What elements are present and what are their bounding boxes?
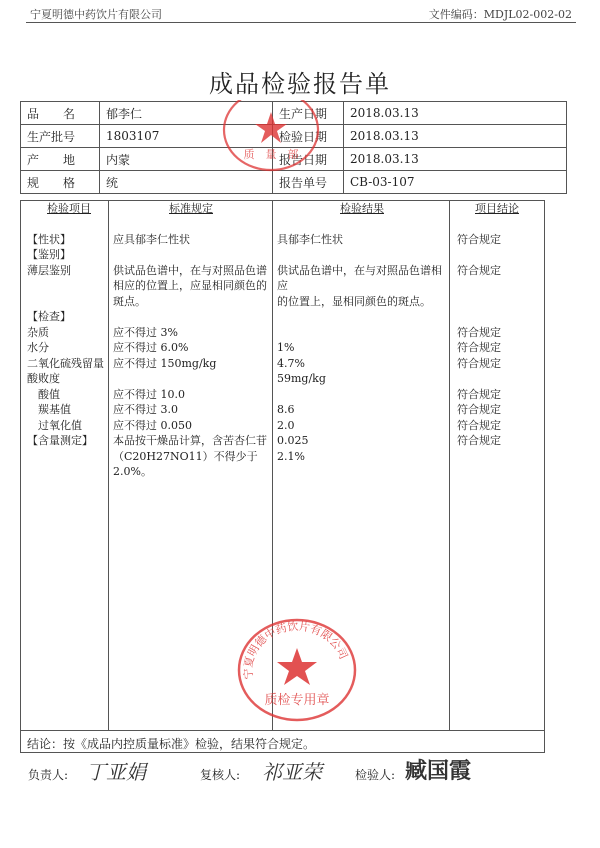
table-conclusion-cell: 符合规定 (457, 263, 501, 277)
table-standard-cell: 应不得过 0.050 (113, 418, 192, 432)
results-list (277, 232, 447, 465)
table-item-cell: 羰基值 (27, 403, 71, 416)
table-result-cell (277, 387, 447, 403)
table-standard-cell: （C20H27NO11）不得少于 2.0%。 (113, 449, 258, 478)
reviewer-label: 复核人: (200, 768, 241, 782)
info-value: 内蒙 (100, 148, 273, 171)
table-conclusion-cell (457, 247, 537, 263)
table-conclusion-cell: 符合规定 (457, 341, 501, 354)
table-standard-cell: 供试品色谱中，在与对照品色谱 (113, 263, 267, 277)
table-standard-cell: 应不得过 150mg/kg (113, 356, 217, 370)
table-conclusion-cell: 符合规定 (457, 387, 501, 401)
info-label: 报告日期 (273, 148, 344, 171)
items-list (27, 232, 111, 449)
reviewer-signature: 祁亚荣 (262, 760, 322, 784)
info-value: 统 (100, 171, 273, 194)
table-item-cell (27, 278, 111, 294)
info-label: 规 格 (21, 171, 100, 194)
column-divider (449, 201, 450, 730)
table-result-cell (277, 325, 447, 341)
table-standard-cell: 斑点。 (113, 294, 146, 308)
table-conclusion-cell (457, 371, 537, 387)
info-label: 生产批号 (21, 125, 100, 148)
table-result-cell: 供试品色谱中，在与对照品色谱相应 (277, 263, 442, 292)
table-result-cell: 具郁李仁性状 (277, 232, 343, 246)
table-result-cell: 8.6 (277, 403, 295, 416)
table-standard-cell: 相应的位置上，应显相同颜色的 (113, 279, 267, 292)
table-result-cell: 2.1% (277, 449, 305, 463)
table-standard-cell: 本品按干燥品计算，含苦杏仁苷 (113, 434, 267, 447)
table-standard-cell (113, 309, 269, 325)
table-conclusion-cell: 符合规定 (457, 325, 501, 339)
table-standard-cell: 应不得过 10.0 (113, 387, 185, 401)
info-label: 检验日期 (273, 125, 344, 148)
info-value: 2018.03.13 (344, 125, 567, 148)
table-standard-cell: 应不得过 3.0 (113, 403, 178, 416)
stamp-ring-text: 宁夏明德中药饮片有限公司 (241, 619, 351, 680)
stamp-center-text: 质检专用章 (264, 693, 330, 708)
table-standard-cell: 应具郁李仁性状 (113, 232, 190, 246)
info-value: 1803107 (100, 125, 273, 148)
column-header: 检验项目 (47, 202, 91, 215)
info-label: 报告单号 (273, 171, 344, 194)
info-label: 品 名 (21, 102, 100, 125)
quality-inspection-stamp (232, 612, 362, 727)
table-result-cell (277, 309, 447, 325)
table-result-cell: 1% (277, 341, 295, 354)
table-item-cell: 【性状】 (27, 232, 71, 246)
info-value: 2018.03.13 (344, 102, 567, 125)
conclusions-list (457, 232, 537, 449)
items-column (27, 201, 111, 449)
responsible-signature: 丁亚娟 (86, 760, 146, 784)
conclusion-row (20, 730, 545, 753)
info-label: 生产日期 (273, 102, 344, 125)
table-item-cell: 二氧化硫残留量 (27, 356, 104, 370)
table-item-cell: 杂质 (27, 325, 49, 339)
standards-list (113, 232, 269, 480)
table-conclusion-cell (457, 309, 537, 325)
responsible-label: 负责人: (28, 768, 69, 782)
column-header: 检验结果 (340, 202, 384, 215)
table-item-cell: 薄层鉴别 (27, 263, 71, 277)
table-item-cell: 【含量测定】 (27, 434, 93, 447)
table-conclusion-cell (457, 278, 537, 294)
page-header (26, 0, 576, 23)
table-standard-cell (113, 371, 269, 387)
column-header: 项目结论 (475, 202, 519, 215)
column-header: 标准规定 (169, 202, 213, 215)
table-conclusion-cell: 符合规定 (457, 403, 501, 416)
table-item-cell: 酸败度 (27, 372, 60, 385)
company-name: 宁夏明德中药饮片有限公司 (30, 8, 162, 21)
results-column (277, 201, 447, 464)
table-result-cell: 的位置上，显相同颜色的斑点。 (277, 294, 431, 308)
quality-department-stamp (216, 100, 326, 175)
conclusions-column (457, 201, 537, 449)
inspector-signature: 臧国霞 (405, 758, 472, 784)
table-conclusion-cell: 符合规定 (457, 434, 501, 447)
table-item-cell: 水分 (27, 341, 49, 354)
table-item-cell: 【鉴别】 (27, 248, 71, 261)
stamp-text: 质 量 部 (243, 148, 299, 161)
stamp-star-icon (277, 648, 317, 685)
inspector-label: 检验人: (355, 768, 396, 782)
info-value: 2018.03.13 (344, 148, 567, 171)
table-standard-cell: 应不得过 3% (113, 325, 178, 339)
table-item-cell (27, 294, 111, 310)
info-value: 郁李仁 (100, 102, 273, 125)
table-conclusion-cell (457, 294, 537, 310)
stamp-star-icon (255, 112, 287, 143)
table-conclusion-cell: 符合规定 (457, 356, 501, 370)
table-result-cell: 59mg/kg (277, 372, 326, 385)
info-label: 产 地 (21, 148, 100, 171)
table-standard-cell: 应不得过 6.0% (113, 341, 189, 354)
page-title: 成品检验报告单 (209, 70, 391, 98)
table-result-cell: 4.7% (277, 356, 305, 370)
document-number: 文件编码：MDJL02-002-02 (428, 8, 572, 21)
info-value: CB-03-107 (344, 171, 567, 194)
standards-column (113, 201, 269, 480)
table-item-cell: 【检查】 (27, 310, 71, 323)
table-conclusion-cell: 符合规定 (457, 232, 501, 246)
table-result-cell: 2.0 (277, 418, 295, 432)
table-result-cell: 0.025 (277, 434, 309, 447)
table-result-cell (277, 247, 447, 263)
table-conclusion-cell: 符合规定 (457, 418, 501, 432)
conclusion-text: 结论：按《成品内控质量标准》检验，结果符合规定。 (27, 737, 316, 751)
table-standard-cell (113, 247, 269, 263)
table-item-cell: 酸值 (27, 387, 60, 401)
table-item-cell: 过氧化值 (27, 418, 82, 432)
